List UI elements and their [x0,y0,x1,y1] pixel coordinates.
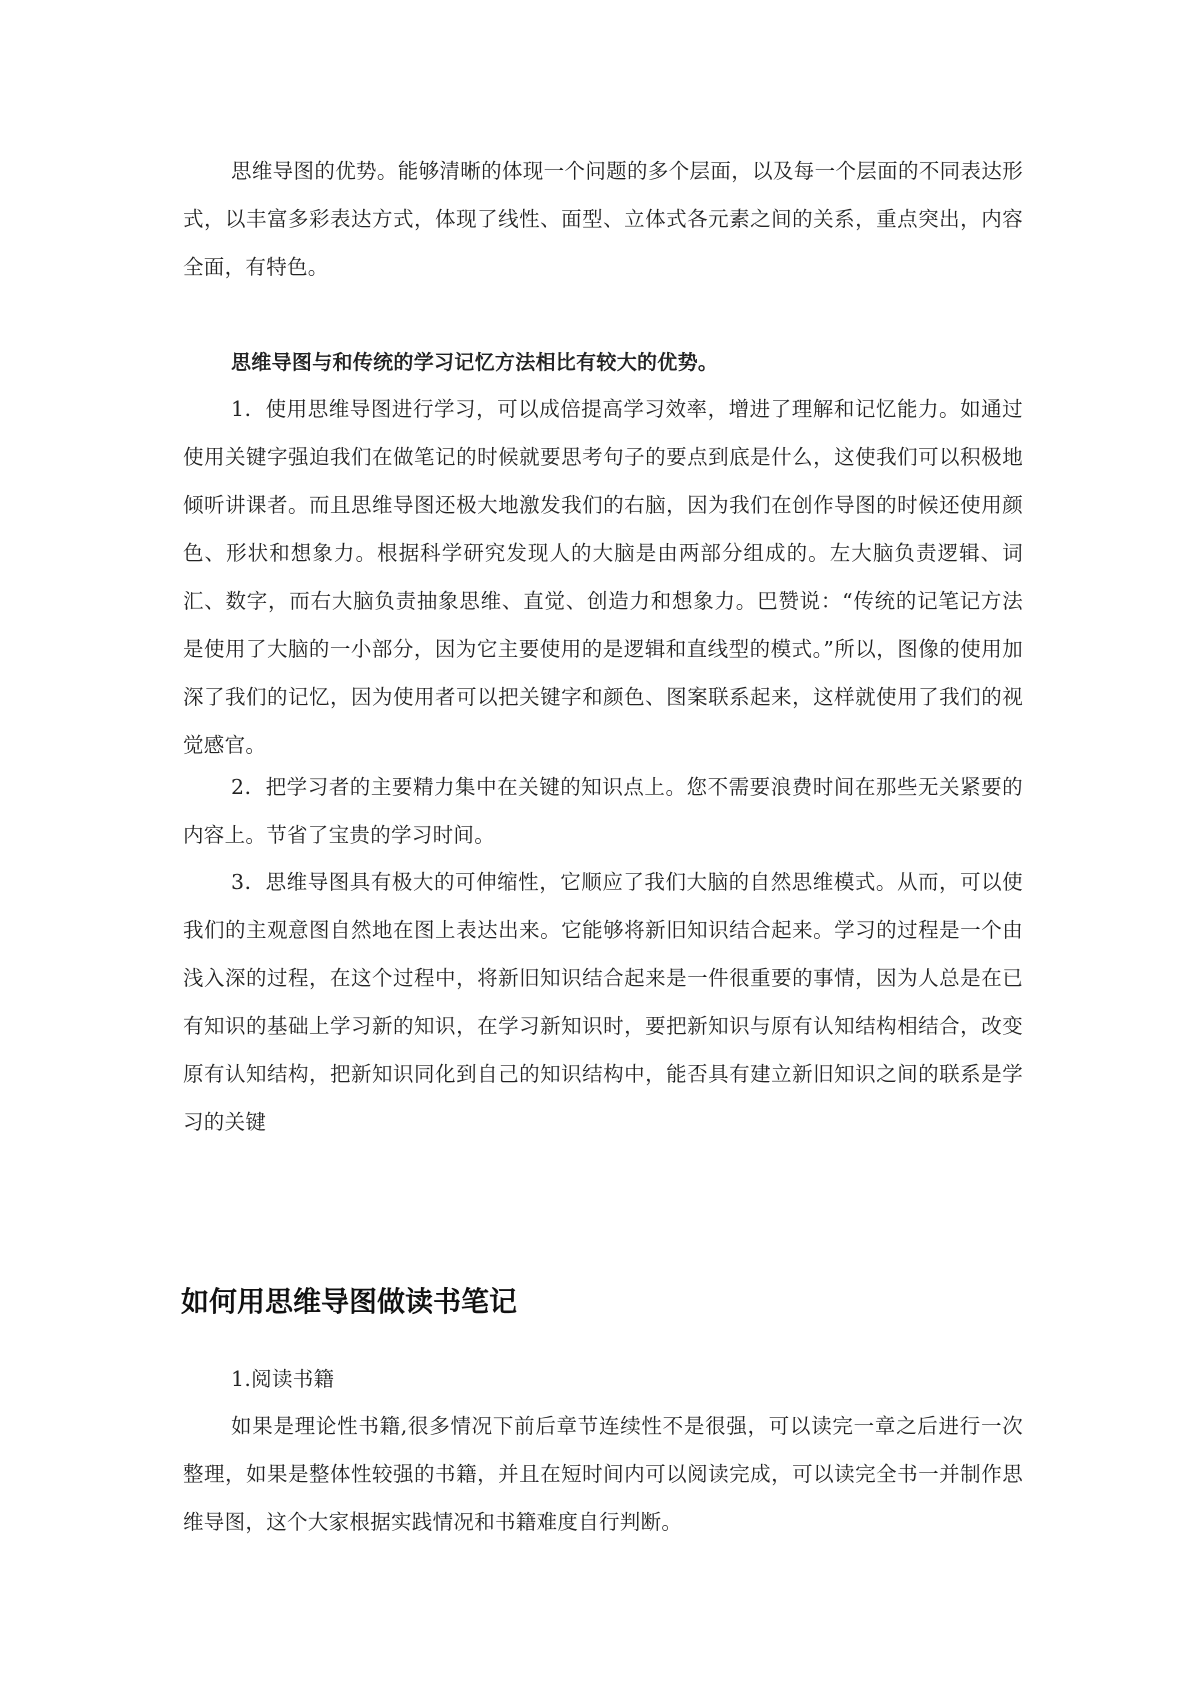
step-1-body: 如果是理论性书籍,很多情况下前后章节连续性不是很强，可以读完一章之后进行一次整理，如果是整体性较强的书籍，并且在短时间内可以阅读完成，可以读完全书一并制作思维导图，这个大家根据实践情况和书籍难度自行判断。 [183,1414,1023,1534]
step-1-title: 1.阅读书籍 [231,1367,335,1391]
paragraph-advantages: 思维导图的优势。能够清晰的体现一个问题的多个层面，以及每一个层面的不同表达形式，以丰富多彩表达方式，体现了线性、面型、立体式各元素之间的关系，重点突出，内容全面，有特色。 [183,159,1023,279]
section-heading: 如何用思维导图做读书笔记 [181,1285,518,1318]
bold-statement: 思维导图与和传统的学习记忆方法相比有较大的优势。 [231,350,719,374]
point-3-paragraph: 3．思维导图具有极大的可伸缩性，它顺应了我们大脑的自然思维模式。从而，可以使我们的主观意图自然地在图上表达出来。它能够将新旧知识结合起来。学习的过程是一个由浅入深的过程，在这个过程中，将新旧知识结合起来是一件很重要的事情，因为人总是在已有知识的基础上学习新的知识，在学习新知识时，要把新知识与原有认知结构相结合，改变原有认知结构，把新知识同化到自己的知识结构中，能否具有建立新旧知识之间的联系是学习的关键 [183,870,1023,1134]
point-2-paragraph: 2．把学习者的主要精力集中在关键的知识点上。您不需要浪费时间在那些无关紧要的内容上。节省了宝贵的学习时间。 [183,775,1023,847]
point-1-paragraph: 1．使用思维导图进行学习，可以成倍提高学习效率，增进了理解和记忆能力。如通过使用关键字强迫我们在做笔记的时候就要思考句子的要点到底是什么，这使我们可以积极地倾听讲课者。而且思维导图还极大地激发我们的右脑，因为我们在创作导图的时候还使用颜色、形状和想象力。根据科学研究发现人的大脑是由两部分组成的。左大脑负责逻辑、词汇、数字，而右大脑负责抽象思维、直觉、创造力和想象力。巴赞说：“传统的记笔记方法是使用了大脑的一小部分，因为它主要使用的是逻辑和直线型的模式。”所以，图像的使用加深了我们的记忆，因为使用者可以把关键字和颜色、图案联系起来，这样就使用了我们的视觉感官。 [183,397,1023,757]
